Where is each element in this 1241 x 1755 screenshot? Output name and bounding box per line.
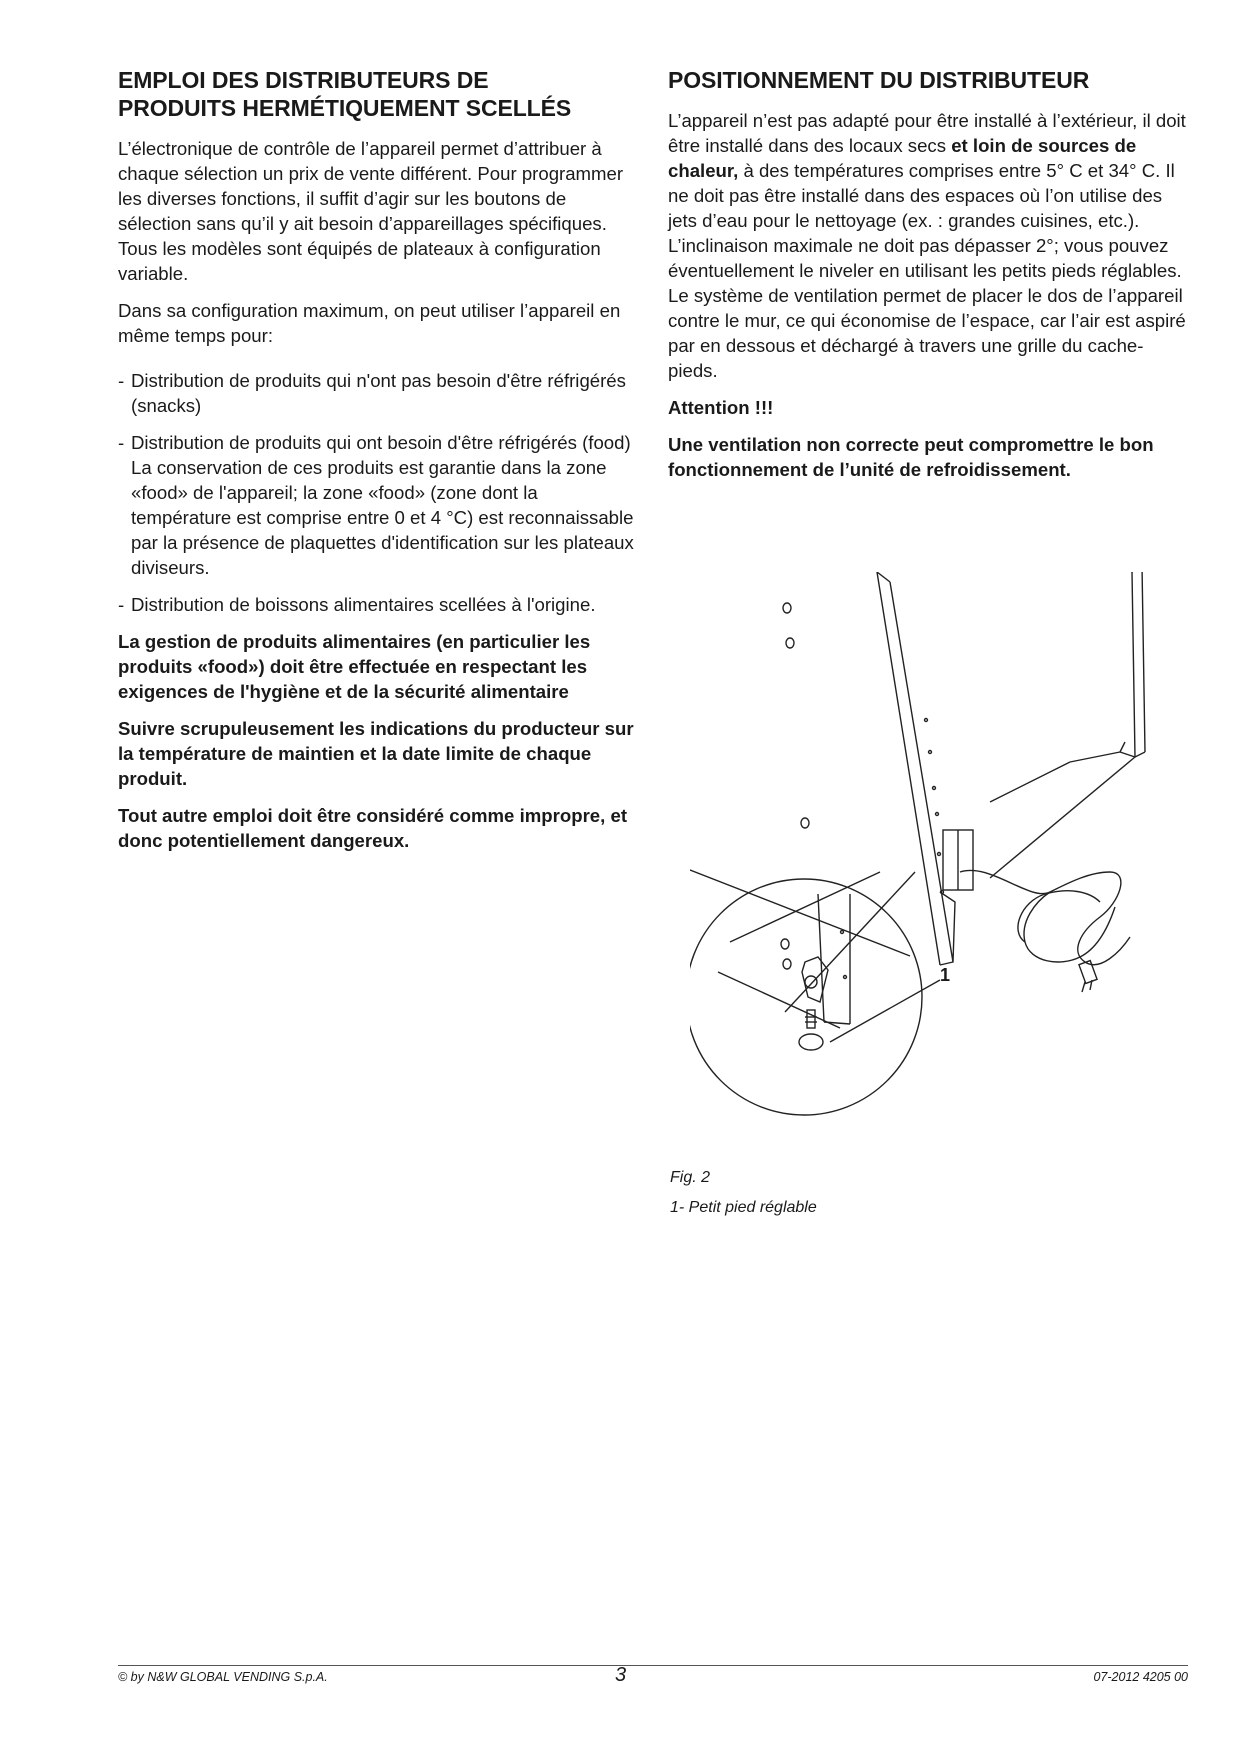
usage-list xyxy=(118,368,638,617)
section-title-usage: EMPLOI DES DISTRIBUTEURS DE PRODUITS HERMÉTIQUEMENT SCELLÉS xyxy=(118,67,572,121)
usage-paragraph-1: L’électronique de contrôle de l’appareil permet d’attribuer à chaque sélection un prix de vente différent. Pour programmer les diverses fonctions, il suffit d’agir sur les boutons de sélection sans qu’il y ait besoin d’appareillages spécifiques. xyxy=(118,138,624,234)
list-item: - Distribution de boissons alimentaires scellées à l'origine. xyxy=(118,592,638,617)
list-item: - Distribution de produits qui ont besoin d'être réfrigérés (food) La conservation de ces produits est garantie dans la zone «food» de l'appareil; la zone «food» (zone dont la température est comprise entre 0 et 4 °C) est reconnaissable par la présence de plaquettes d'identification sur les plateaux diviseurs. xyxy=(118,430,638,580)
footer-copyright: © by N&W GLOBAL VENDING S.p.A. xyxy=(118,1670,328,1684)
hygiene-warning: La gestion de produits alimentaires (en particulier les produits «food») doit être effectuée en respectant les exigences de l'hygiène et de la sécurité alimentaire xyxy=(118,631,591,702)
attention-label: Attention !!! xyxy=(668,397,774,418)
document-code: 07-2012 4205 00 xyxy=(1093,1670,1188,1684)
right-column xyxy=(668,66,1188,494)
producer-instructions: Suivre scrupuleusement les indications du producteur sur la température de maintien et la date limite de chaque produit. xyxy=(118,718,634,789)
usage-paragraph-2: Tous les modèles sont équipés de plateaux à configuration variable. xyxy=(118,238,601,284)
figure-2-illustration xyxy=(690,572,1160,1172)
food-zone-note: La conservation de ces produits est garantie dans la zone «food» de l'appareil; la zone «food» (zone dont la température est comprise entre 0 et 4 °C) est reconnaissable par la présence de plaquettes d'identification sur les plateaux diviseurs. xyxy=(131,457,634,578)
positioning-paragraph-1: L’appareil n’est pas adapté pour être installé à l’extérieur, il doit être installé dans des locaux secs et loin de sources de chaleur, à des températures comprises entre 5° C et 34° C. Il ne doit pas être installé dans des espaces où l’on utilise des jets d’eau pour le nettoyage (ex. : grandes cuisines, etc.). xyxy=(668,110,1186,231)
positioning-paragraph-2: L’inclinaison maximale ne doit pas dépasser 2°; vous pouvez éventuellement le niveler en utilisant les petits pieds réglables. xyxy=(668,235,1182,281)
usage-paragraph-3: Dans sa configuration maximum, on peut utiliser l’appareil en même temps pour: xyxy=(118,300,621,346)
figure-legend: 1- Petit pied réglable xyxy=(670,1199,817,1216)
figure-label: Fig. 2 xyxy=(670,1169,711,1186)
list-item: - Distribution de produits qui n'ont pas besoin d'être réfrigérés (snacks) xyxy=(118,368,638,418)
left-column xyxy=(118,66,638,865)
improper-use-warning: Tout autre emploi doit être considéré comme impropre, et donc potentiellement dangereux. xyxy=(118,805,628,851)
section-title-positioning: POSITIONNEMENT DU DISTRIBUTEUR xyxy=(668,67,1090,93)
page-number: 3 xyxy=(614,1664,627,1686)
positioning-paragraph-3: Le système de ventilation permet de placer le dos de l’appareil contre le mur, ce qui économise de l’espace, car l’air est aspiré par en dessous et déchargé à travers une grille du cache-pieds. xyxy=(668,285,1186,381)
callout-number-1: 1 xyxy=(940,965,951,985)
ventilation-warning: Une ventilation non correcte peut compromettre le bon fonctionnement de l’unité de refroidissement. xyxy=(668,434,1154,480)
